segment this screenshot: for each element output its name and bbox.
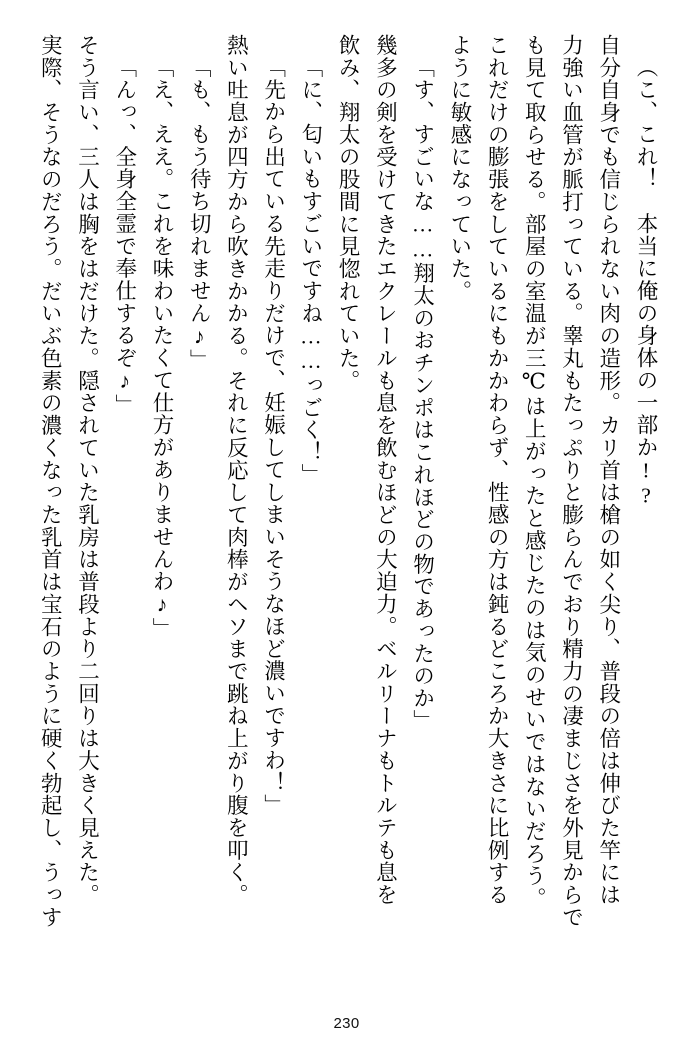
paragraph: 「す、すごいな……翔太のおチンポはこれほどの物であったのか」 (410, 56, 435, 732)
paragraph: 飲み、翔太の股間に見惚れていた。 (336, 34, 361, 392)
paragraph: も見て取らせる。部屋の室温が三℃は上がったと感じたのは気のせいではないだろう。 (522, 34, 547, 910)
vertical-text-body (30, 34, 663, 994)
paragraph: 「んっ、全身全霊で奉仕するぞ♪」 (112, 56, 137, 417)
paragraph: そう言い、三人は胸をはだけた。隠されていた乳房は普段より二回りは大きく見えた。 (75, 34, 100, 907)
paragraph: 「先から出ている先走りだけで、妊娠してしまいそうなほど濃いですわ！」 (261, 56, 286, 817)
paragraph: 実際、そうなのだろう。だいぶ色素の濃くなった乳首は宝石のように硬く勃起し、うっす (38, 34, 63, 929)
paragraph: 幾多の剣を受けてきたエクレールも息を飲むほどの大迫力。ベルリーナもトルテも息を (373, 34, 398, 907)
paragraph: 「に、匂いもすごいですね……っごく！」 (298, 56, 323, 486)
paragraph: （こ、これ！ 本当に俺の身体の一部か!? (634, 56, 658, 509)
paragraph: 力強い血管が脈打っている。睾丸もたっぷりと膨らんでおり精力の凄まじさを外見からで (559, 34, 584, 929)
paragraph: ように敏感になっていた。 (447, 34, 472, 303)
page-number: 230 (333, 1015, 360, 1032)
paragraph: これだけの膨張をしているにもかかわらず、性感の方は鈍るどころか大きさに比例する (485, 34, 510, 907)
paragraph: 「え、ええ。これを味わいたくて仕方がありませんわ♪」 (149, 56, 174, 640)
paragraph: 熱い吐息が四方から吹きかかる。それに反応して肉棒がヘソまで跳ね上がり腹を叩く。 (224, 34, 249, 907)
paragraph: 「も、もう待ち切れません♪」 (187, 56, 212, 372)
paragraph: 自分自身でも信じられない肉の造形。カリ首は槍の如く尖り、普段の倍は伸びた竿には (596, 34, 621, 907)
